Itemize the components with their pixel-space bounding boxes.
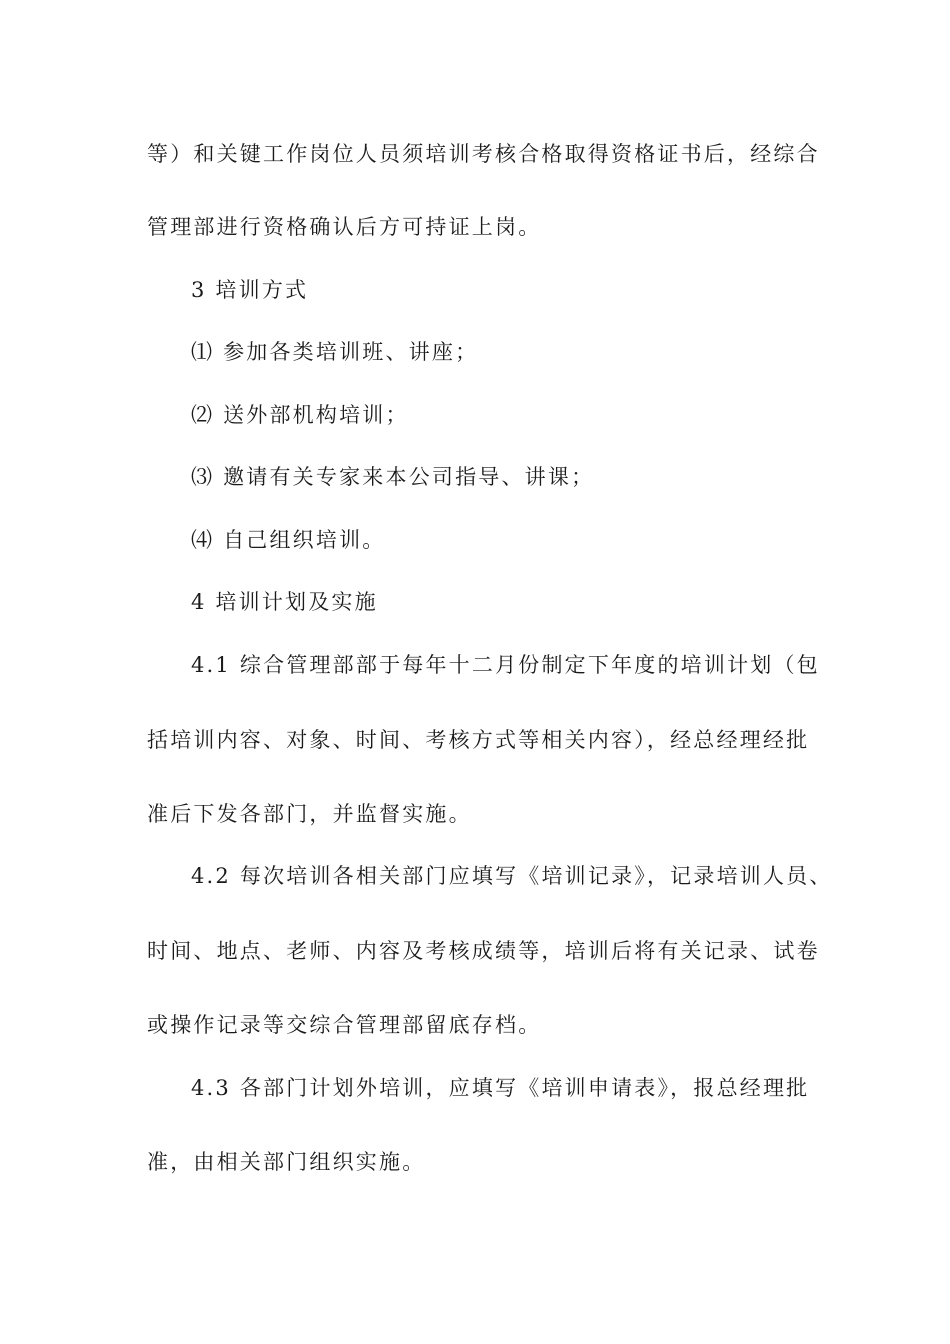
section-heading: 3 培训方式 — [191, 278, 309, 302]
paragraph-line: 或操作记录等交综合管理部留底存档。 — [147, 1013, 542, 1037]
paragraph-line: 准，由相关部门组织实施。 — [147, 1150, 426, 1174]
section-heading: 4 培训计划及实施 — [191, 590, 378, 614]
paragraph-line: 准后下发各部门，并监督实施。 — [147, 802, 472, 826]
paragraph-line: 4.2 每次培训各相关部门应填写《培训记录》，记录培训人员、 — [191, 864, 833, 888]
list-item: ⑶ 邀请有关专家来本公司指导、讲课； — [191, 465, 595, 489]
paragraph-line: 等）和关键工作岗位人员须培训考核合格取得资格证书后，经综合 — [147, 142, 820, 166]
paragraph-line: 4.1 综合管理部部于每年十二月份制定下年度的培训计划（包 — [191, 653, 820, 677]
paragraph-line: 4.3 各部门计划外培训，应填写《培训申请表》，报总经理批 — [191, 1076, 810, 1100]
list-item: ⑵ 送外部机构培训； — [191, 403, 409, 427]
paragraph-line: 管理部进行资格确认后方可持证上岗。 — [147, 215, 542, 239]
list-item: ⑷ 自己组织培训。 — [191, 528, 386, 552]
paragraph-line: 括培训内容、对象、时间、考核方式等相关内容），经总经理经批 — [147, 728, 810, 752]
paragraph-line: 时间、地点、老师、内容及考核成绩等，培训后将有关记录、试卷 — [147, 939, 820, 963]
list-item: ⑴ 参加各类培训班、讲座； — [191, 340, 479, 364]
